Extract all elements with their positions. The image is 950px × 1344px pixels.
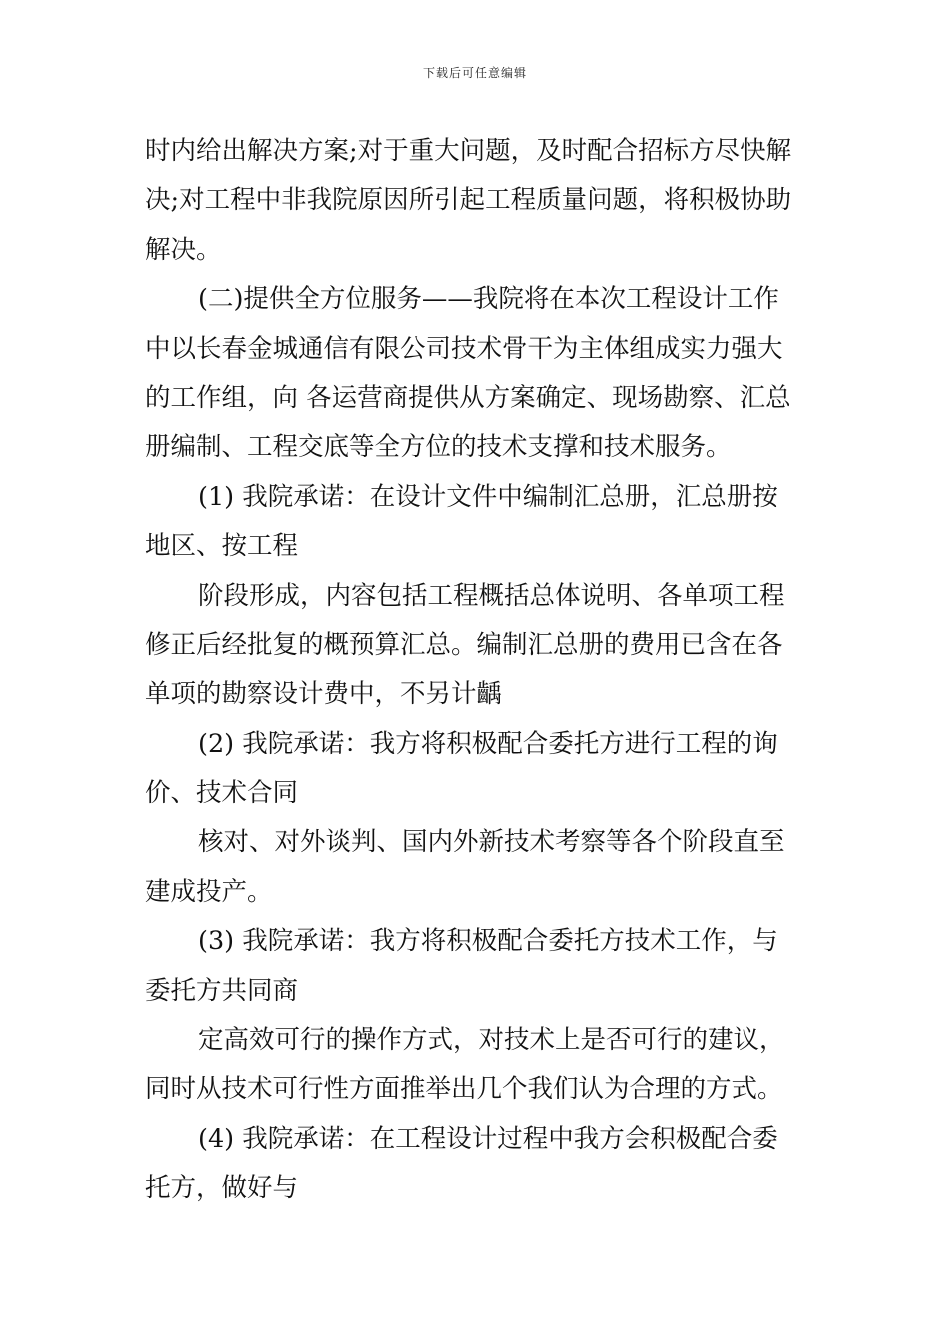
text-line: 册编制、工程交底等全方位的技术支撑和技术服务。 (145, 432, 732, 463)
text-line: 单项的勘察设计费中，不另计齲 (145, 679, 503, 710)
text-line: 时内给出解决方案;对于重大问题，及时配合招标方尽快解 (145, 136, 792, 166)
text-line: 的工作组，向 各运营商提供从方案确定、现场勘察、汇总 (145, 382, 791, 413)
document-body (145, 127, 810, 1214)
text-line: 修正后经批复的概预算汇总。编制汇总册的费用已含在各 (145, 629, 783, 660)
text-line: (1) 我院承诺：在设计文件中编制汇总册，汇总册按 (198, 481, 778, 512)
text-line: 同时从技术可行性方面推举出几个我们认为合理的方式。 (145, 1074, 783, 1105)
text-line: 委托方共同商 (145, 975, 299, 1006)
text-line: 决;对工程中非我院原因所引起工程质量问题，将积极协助 (145, 185, 792, 216)
text-line: 地区、按工程 (145, 531, 299, 562)
text-line: (4) 我院承诺：在工程设计过程中我方会积极配合委 (198, 1123, 778, 1154)
text-line: 阶段形成，内容包括工程概括总体说明、各单项工程 (198, 580, 785, 611)
text-line: (二)提供全方位服务——我院将在本次工程设计工作 (198, 284, 779, 315)
text-line: (3) 我院承诺：我方将积极配合委托方技术工作，与 (198, 926, 778, 957)
text-line: 定高效可行的操作方式，对技术上是否可行的建议， (198, 1025, 785, 1056)
text-line: 建成投产。 (145, 876, 273, 907)
page-header: 下载后可任意编辑 (422, 66, 527, 80)
text-line: 核对、对外谈判、国内外新技术考察等各个阶段直至 (198, 827, 785, 858)
text-line: 托方，做好与 (145, 1173, 299, 1204)
text-line: 价、技术合同 (145, 778, 299, 809)
text-line: 中以长春金城通信有限公司技术骨干为主体组成实力强大 (145, 333, 783, 364)
text-line: 解决。 (145, 234, 222, 265)
text-line: (2) 我院承诺：我方将积极配合委托方进行工程的询 (198, 728, 778, 759)
